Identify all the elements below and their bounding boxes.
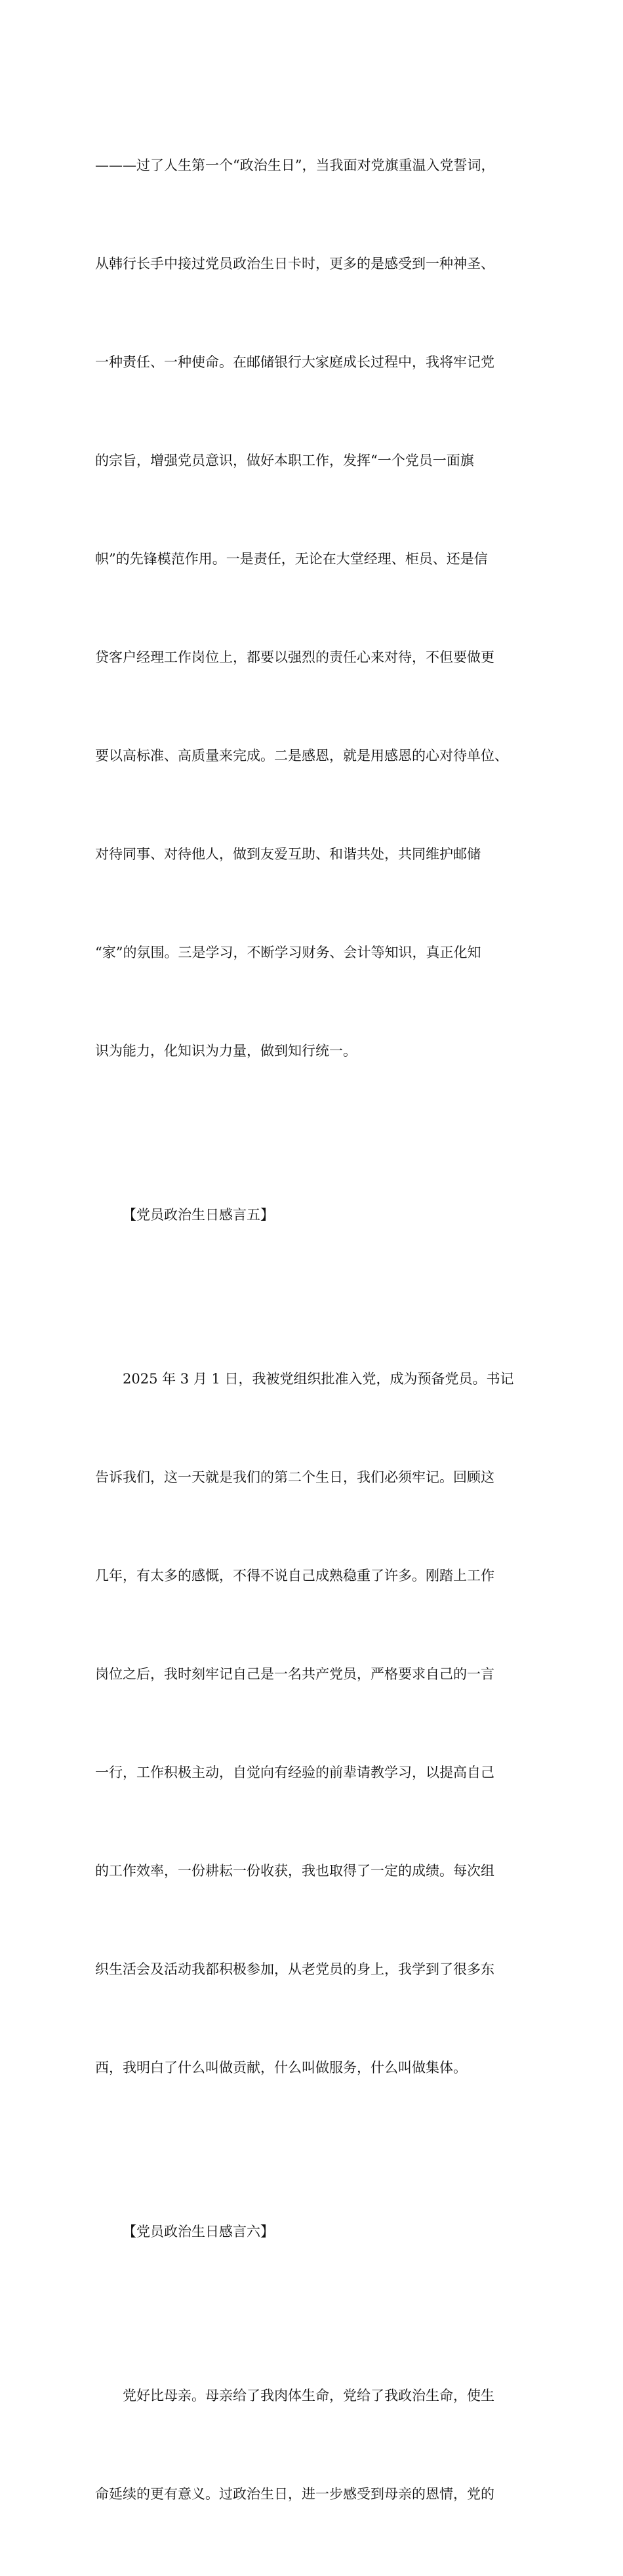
text-line: 要以高标准、高质量来完成。二是感恩，就是用感恩的心对待单位、 xyxy=(95,748,508,764)
document-body xyxy=(95,83,544,2576)
text-line: 几年，有太多的感慨，不得不说自己成熟稳重了许多。刚踏上工作 xyxy=(95,1568,494,1584)
text-line: 党好比母亲。母亲给了我肉体生命，党给了我政治生命，使生 xyxy=(123,2388,494,2403)
heading-text: 【党员政治生日感言六】 xyxy=(123,2224,274,2239)
text-line: 贷客户经理工作岗位上，都要以强烈的责任心来对待，不但要做更 xyxy=(95,649,494,665)
text-line: 命延续的更有意义。过政治生日，进一步感受到母亲的恩情，党的 xyxy=(95,2486,494,2502)
text-line: 岗位之后，我时刻牢记自己是一名共产党员，严格要求自己的一言 xyxy=(95,1666,494,1682)
paragraph-five xyxy=(95,1297,544,2150)
text-line: “家”的氛围。三是学习，不断学习财务、会计等知识，真正化知 xyxy=(95,945,481,960)
paragraph-six xyxy=(95,2314,544,2576)
text-line: 的宗旨，增强党员意识，做好本职工作，发挥“一个党员一面旗 xyxy=(95,453,474,468)
text-line: 的工作效率，一份耕耘一份收获，我也取得了一定的成绩。每次组 xyxy=(95,1863,494,1879)
text-line: 一行，工作积极主动，自觉向有经验的前辈请教学习，以提高自己 xyxy=(95,1765,494,1780)
text-line: 织生活会及活动我都积极参加，从老党员的身上，我学到了很多东 xyxy=(95,1961,494,1977)
text-line: 一种责任、一种使命。在邮储银行大家庭成长过程中，我将牢记党 xyxy=(95,354,494,370)
section-heading-five xyxy=(95,1133,544,1297)
text-line: ———过了人生第一个“政治生日”，当我面对党旗重温入党誓词， xyxy=(95,157,495,173)
text-line: 西，我明白了什么叫做贡献，什么叫做服务，什么叫做集体。 xyxy=(95,2060,467,2075)
text-line: 识为能力，化知识为力量，做到知行统一。 xyxy=(95,1043,357,1059)
section-heading-six xyxy=(95,2150,544,2314)
paragraph-continued xyxy=(95,83,544,1133)
text-line: 2025 年 3 月 1 日，我被党组织批准入党，成为预备党员。书记 xyxy=(123,1371,514,1387)
heading-text: 【党员政治生日感言五】 xyxy=(123,1207,274,1223)
text-line: 告诉我们，这一天就是我们的第二个生日，我们必须牢记。回顾这 xyxy=(95,1469,494,1485)
text-line: 对待同事、对待他人，做到友爱互助、和谐共处，共同维护邮储 xyxy=(95,846,481,862)
text-line: 帜”的先锋模范作用。一是责任，无论在大堂经理、柜员、还是信 xyxy=(95,551,488,567)
text-line: 从韩行长手中接过党员政治生日卡时，更多的是感受到一种神圣、 xyxy=(95,256,494,272)
